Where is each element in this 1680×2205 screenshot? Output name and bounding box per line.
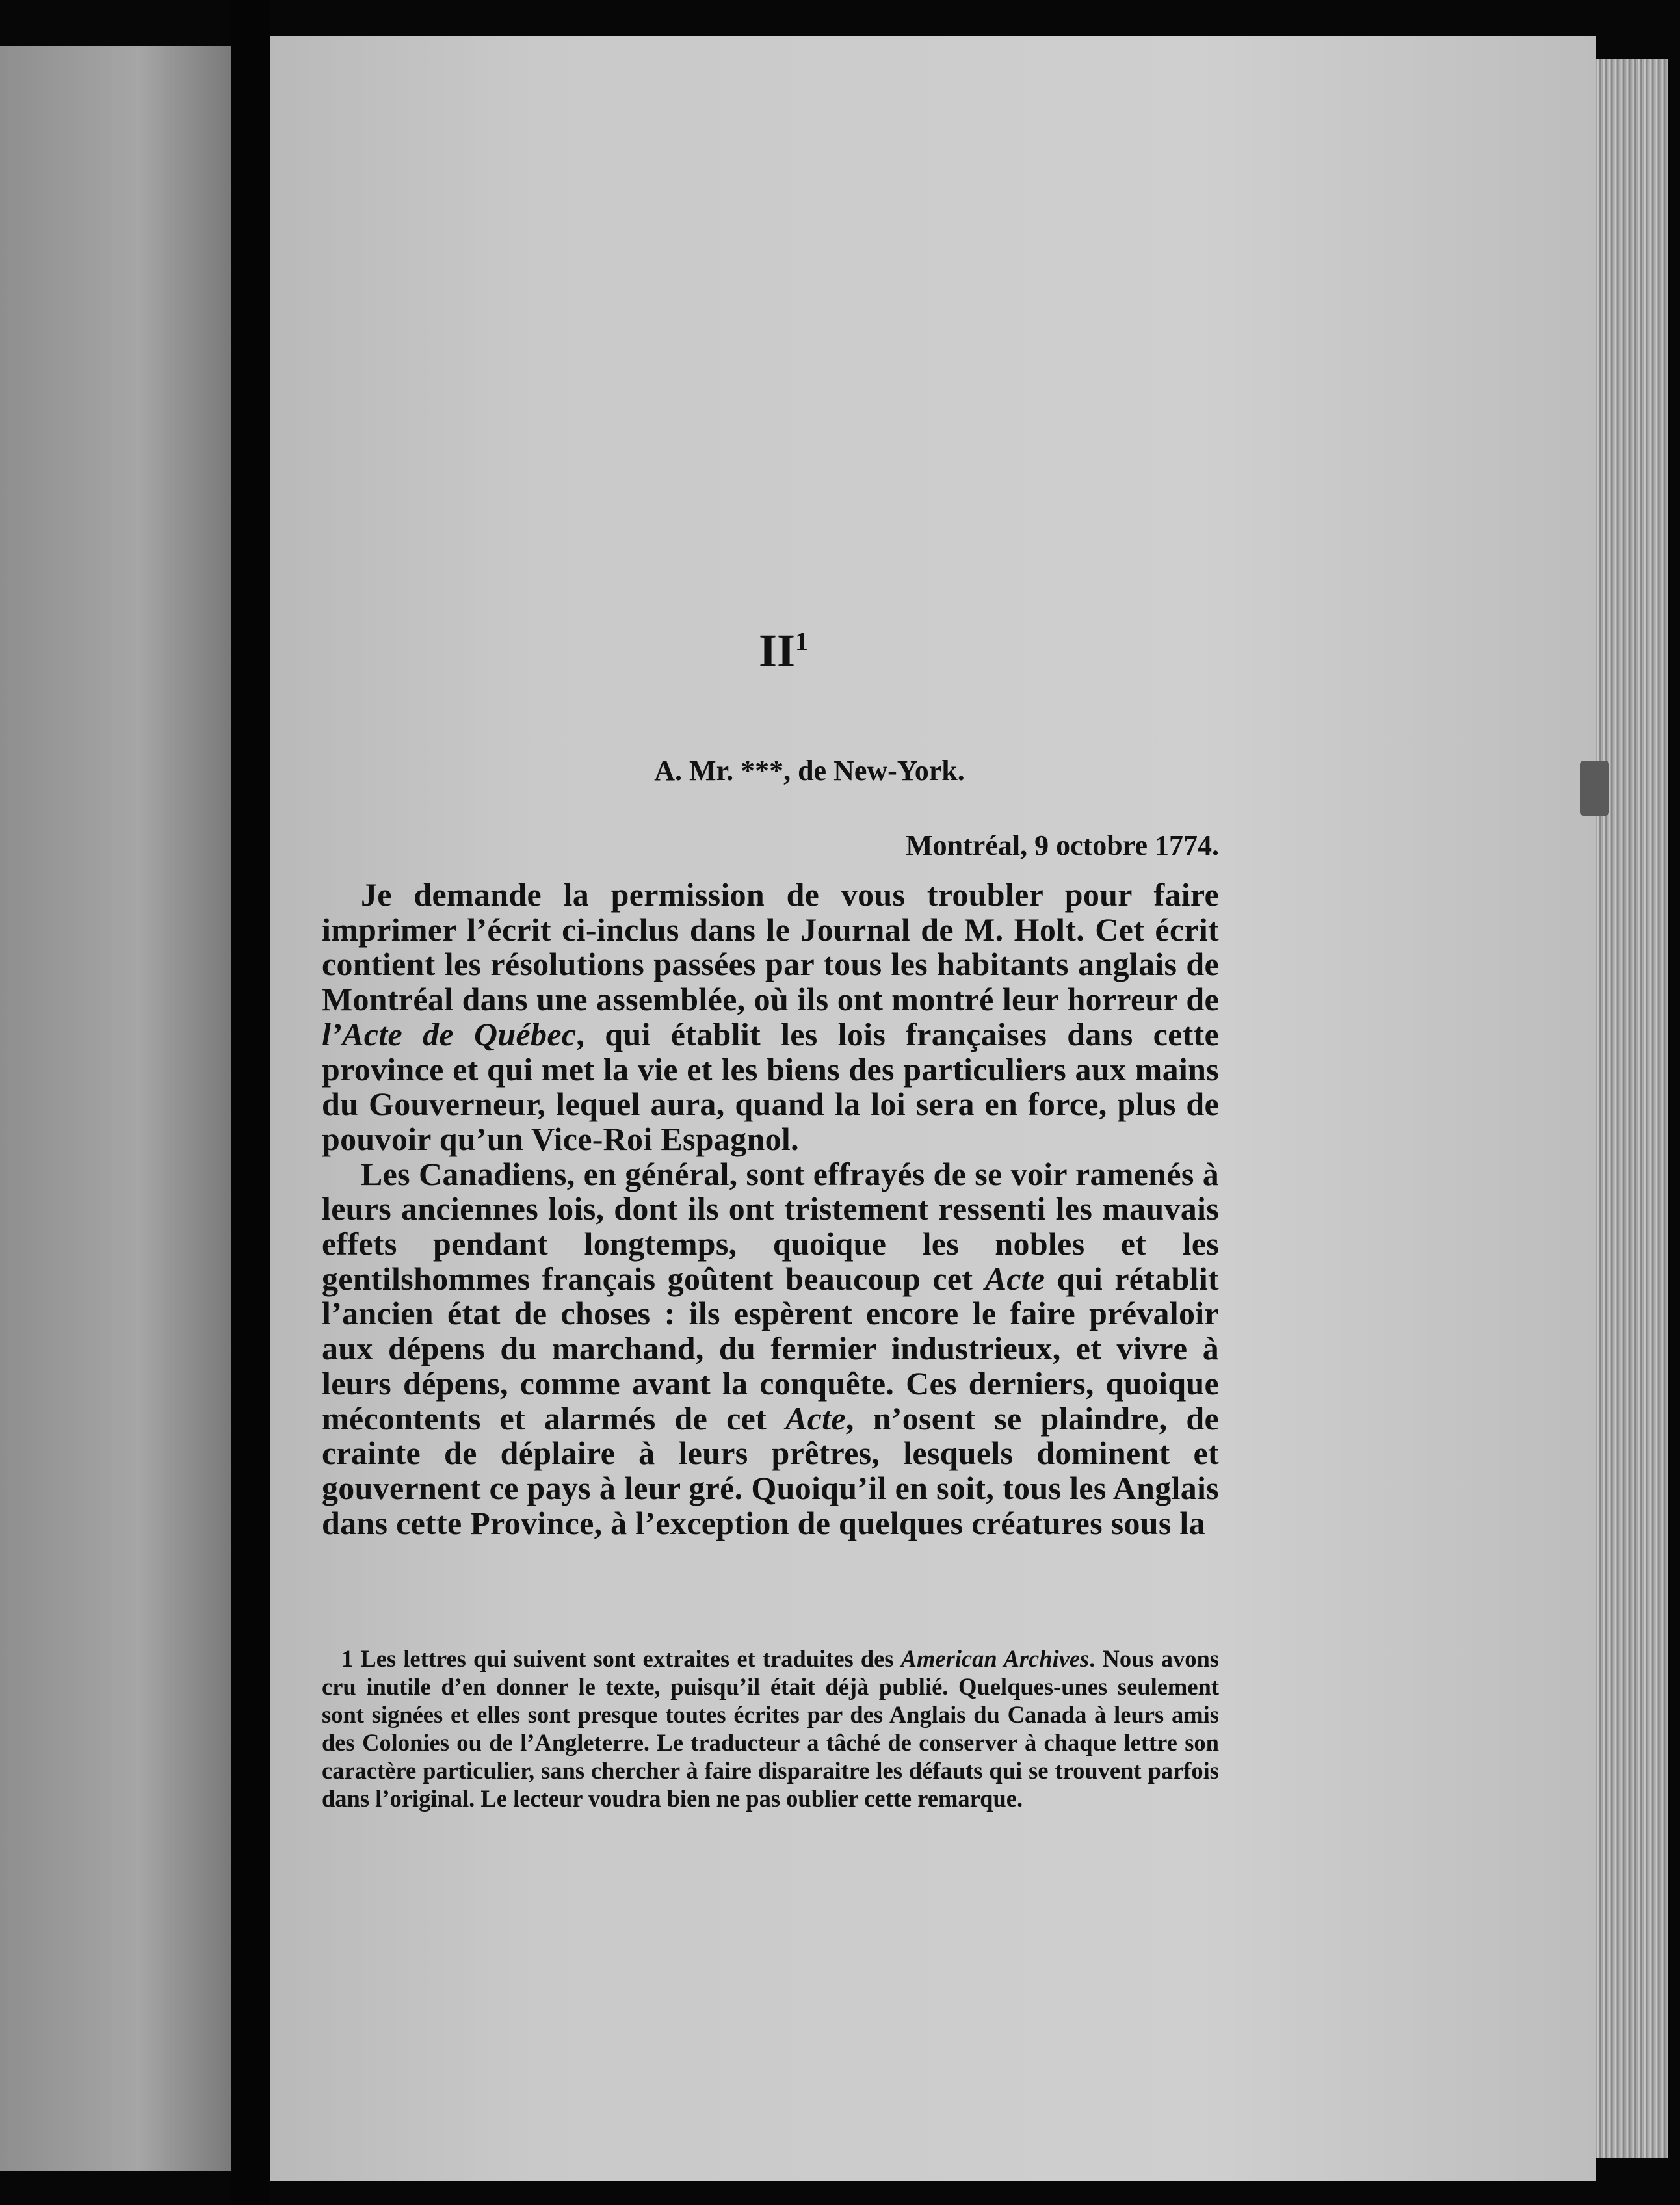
chapter-heading <box>322 624 1219 678</box>
paragraph-run: , n’osent se plaindre, de crainte de déplaire à leurs prêtres, lesquels dominent et gouvernent ce pays à leur gré. Quoiqu’il en soit, tous les Anglais dans cette Province, à l’exception de quelques créatures sous la <box>322 1400 1219 1541</box>
chapter-numeral: II <box>758 625 796 677</box>
footnote-run: . Nous avons cru inutile d’en donner le texte, puisqu’il était déjà publié. Quelques-unes seulement sont signées et elles sont presque toutes écrites par des Anglais du Canada à leurs amis des Colonies ou de l’Angleterre. Le traducteur a tâché de conserver à chaque lettre son caractère particulier, sans chercher à faire disparaitre les défauts qui se trouvent parfois dans l’original. Le lecteur voudra bien ne pas oublier cette remarque. <box>322 1645 1219 1812</box>
footnote-run: 1 Les lettres qui suivent sont extraites et traduites des <box>341 1645 901 1672</box>
footnote-run-italic: American Archives <box>900 1645 1090 1672</box>
paragraph-run: Je demande la permission de vous troubler pour faire imprimer l’écrit ci-inclus dans le Journal de M. Holt. Cet écrit contient les résolutions passées par tous les habitants anglais de Montréal dans une assemblée, où ils ont montré leur horreur de <box>322 876 1219 1018</box>
left-page-edge <box>0 46 231 2171</box>
page-edge-tab <box>1580 761 1609 816</box>
paragraph-run: qui rétablit l’ancien état de choses : ils espèrent encore le faire prévaloir aux dépens du marchand, du fermier industrieux, et vivre à leurs dépens, comme avant la conquête. Ces derniers, quoique mécontents et alarmés de cet <box>322 1260 1219 1437</box>
paragraph-run-italic: Acte <box>785 1400 846 1437</box>
paragraph-run-italic: Acte <box>984 1260 1045 1297</box>
stacked-page-edges <box>1596 59 1668 2158</box>
paragraph-run: Les Canadiens, en général, sont effrayés de se voir ramenés à leurs anciennes lois, dont ils ont tristement ressenti les mauvais effets pendant longtemps, quoique les nobles et les gentilshommes français goûtent beaucoup cet <box>322 1155 1219 1297</box>
paragraph-run: , qui établit les lois françaises dans cette province et qui met la vie et les biens des particuliers aux mains du Gouverneur, lequel aura, quand la loi sera en force, plus de pouvoir qu’un Vice-Roi Espagnol. <box>322 1015 1220 1157</box>
letter-paragraph <box>322 878 1219 1157</box>
paragraph-run-italic: l’Acte de Québec <box>322 1015 577 1052</box>
letter-dateline: Montréal, 9 octobre 1774. <box>906 829 1219 861</box>
letter-body <box>322 878 1219 1541</box>
chapter-footnote-marker: 1 <box>795 627 809 656</box>
letter-paragraph <box>322 1157 1219 1541</box>
footnote <box>322 1645 1219 1812</box>
book-gutter <box>231 0 270 2205</box>
letter-recipient: A. Mr. ***, de New-York. <box>654 755 965 787</box>
